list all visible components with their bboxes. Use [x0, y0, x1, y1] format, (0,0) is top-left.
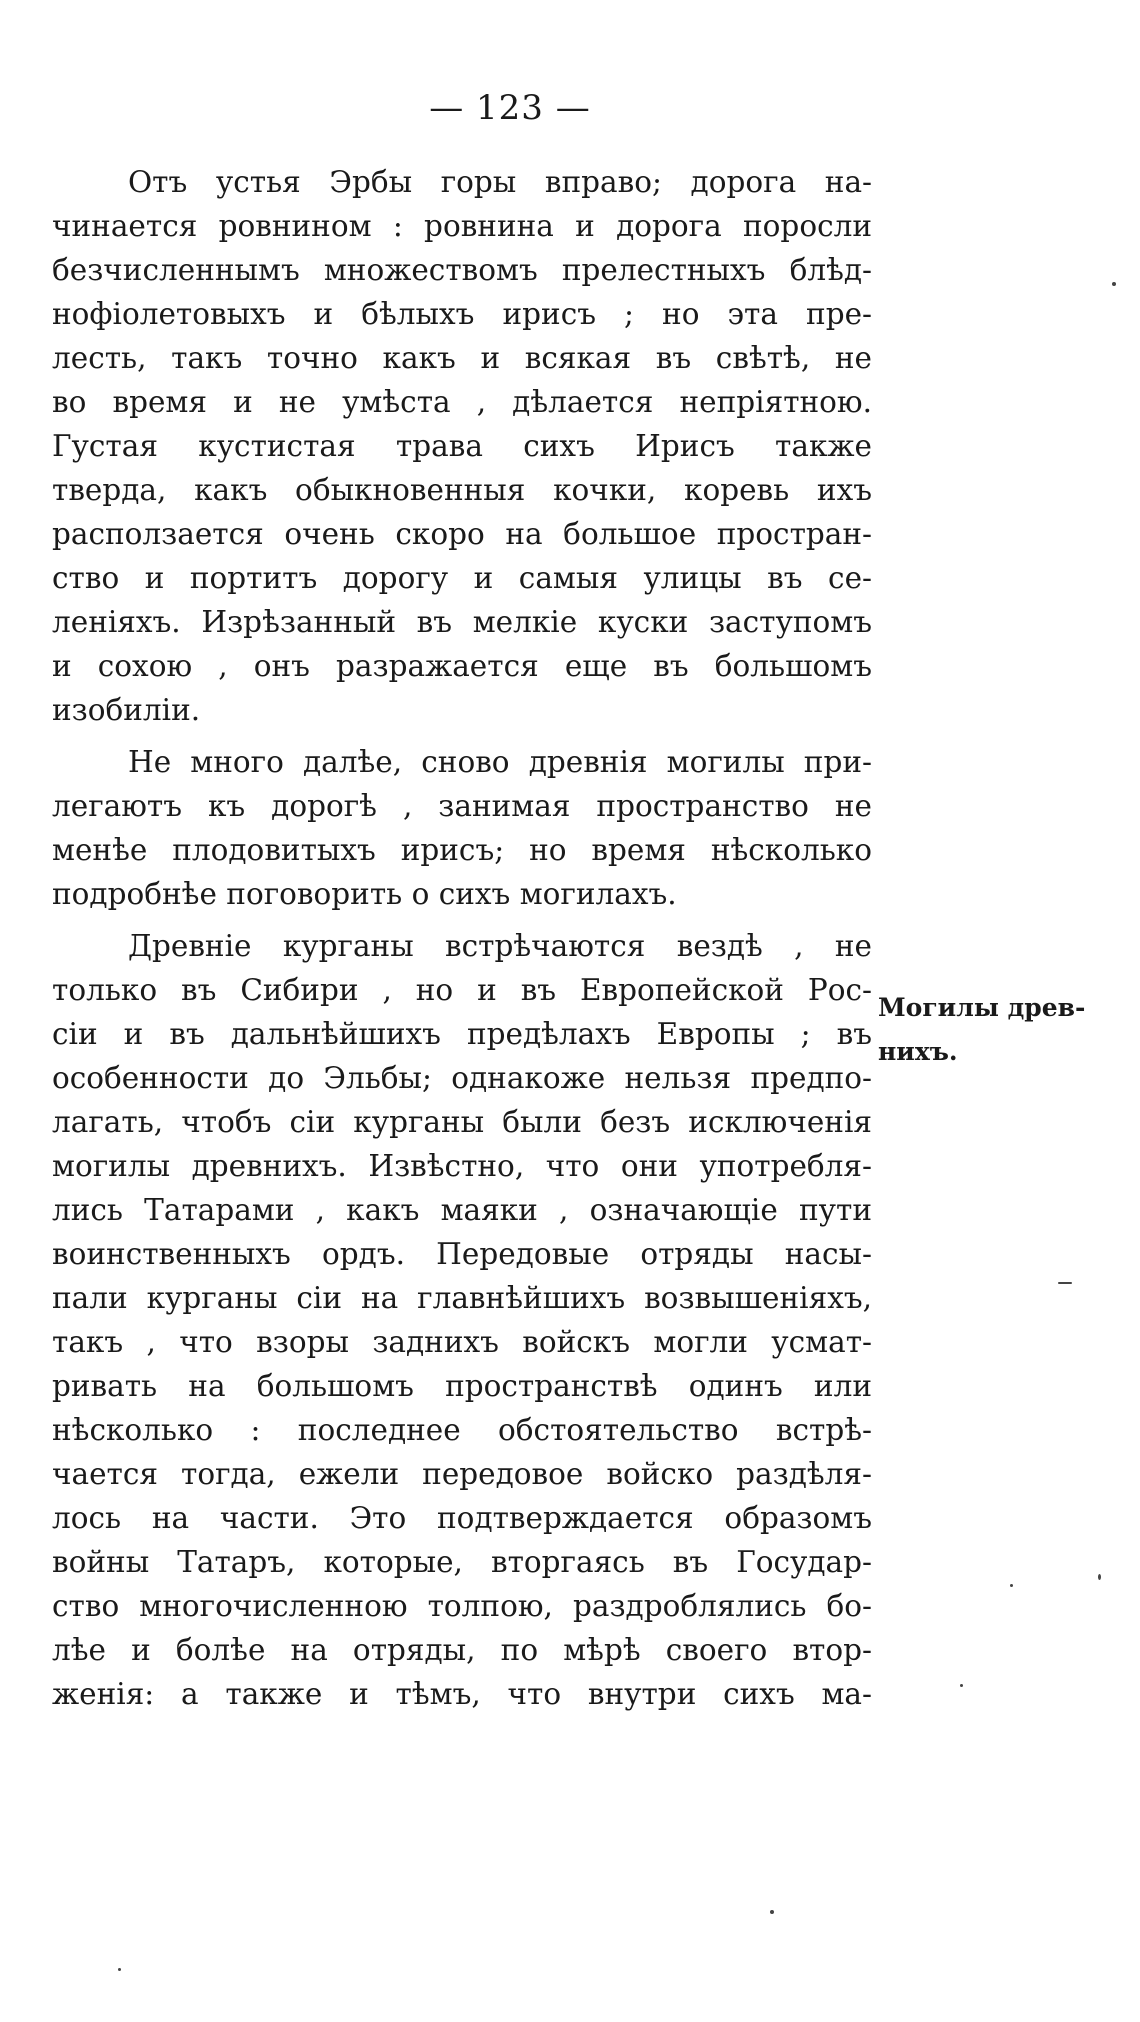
scan-speck [1098, 1574, 1101, 1580]
scan-speck [1010, 1584, 1013, 1587]
text-line: особенности до Эльбы; однакоже нельзя предпо- [52, 1061, 872, 1095]
text-line: лесть, такъ точно какъ и всякая въ свѣтѣ, не [52, 341, 872, 375]
paragraph-3 [52, 924, 872, 1716]
scan-speck [1112, 282, 1116, 286]
scan-speck [1058, 1282, 1072, 1284]
text-line: ство многочисленною толпою, раздроблялись бо- [52, 1589, 872, 1623]
page-number: — 123 — [429, 88, 591, 128]
text-line: изобиліи. [52, 693, 201, 727]
margin-note [878, 986, 1085, 1074]
text-line: воинственныхъ ордъ. Передовые отряды насы- [52, 1237, 872, 1271]
text-line: нофіолетовыхъ и бѣлыхъ ирисъ ; но эта пре- [52, 297, 872, 331]
text-line: могилы древнихъ. Извѣстно, что они употребля- [52, 1149, 872, 1183]
margin-note-line: Могилы древ- [878, 993, 1086, 1022]
paragraph-2 [52, 740, 872, 916]
text-line: сіи и въ дальнѣйшихъ предѣлахъ Европы ; въ [52, 1017, 872, 1051]
text-line: нѣсколько : последнее обстоятельство встрѣ- [52, 1413, 872, 1447]
text-line: тверда, какъ обыкновенныя кочки, коревь ихъ [52, 473, 872, 507]
scan-speck [118, 1968, 121, 1971]
text-line: Не много далѣе, сново древнія могилы при- [128, 745, 872, 779]
text-line: чается тогда, ежели передовое войско раздѣля- [52, 1457, 872, 1491]
text-line: подробнѣе поговорить о сихъ могилахъ. [52, 877, 677, 911]
text-line: войны Татаръ, которые, вторгаясь въ Государ- [52, 1545, 872, 1579]
text-line: Древніе курганы встрѣчаются вездѣ , не [128, 929, 872, 963]
text-line: во время и не умѣста , дѣлается непріятною. [52, 385, 872, 419]
text-line: Отъ устья Эрбы горы вправо; дорога на- [128, 165, 872, 199]
paragraph-1 [52, 160, 872, 732]
text-line: легаютъ къ дорогѣ , занимая пространство не [52, 789, 872, 823]
text-line: лись Татарами , какъ маяки , означающіе пути [52, 1193, 872, 1227]
text-line: ство и портитъ дорогу и самыя улицы въ се- [52, 561, 872, 595]
text-line: менѣе плодовитыхъ ирисъ; но время нѣсколько [52, 833, 872, 867]
text-line: лось на части. Это подтверждается образомъ [52, 1501, 872, 1535]
text-line: женія: а также и тѣмъ, что внутри сихъ ма- [52, 1677, 872, 1711]
text-line: расползается очень скоро на большое простран- [52, 517, 872, 551]
scan-speck [960, 1684, 963, 1687]
text-line: чинается ровнином : ровнина и дорога поросли [52, 209, 872, 243]
scan-speck [770, 1910, 774, 1914]
text-line: лагать, чтобъ сіи курганы были безъ исключенія [52, 1105, 872, 1139]
text-line: такъ , что взоры заднихъ войскъ могли усмат- [52, 1325, 872, 1359]
text-line: ривать на большомъ пространствѣ одинъ или [52, 1369, 872, 1403]
margin-note-line: нихъ. [878, 1037, 958, 1066]
text-line: безчисленнымъ множествомъ прелестныхъ блѣд- [52, 253, 872, 287]
text-line: лѣе и болѣе на отряды, по мѣрѣ своего втор- [52, 1633, 872, 1667]
text-line: только въ Сибири , но и въ Европейской Рос- [52, 973, 872, 1007]
text-line: пали курганы сіи на главнѣйшихъ возвышеніяхъ, [52, 1281, 872, 1315]
text-line: леніяхъ. Изрѣзанный въ мелкіе куски заступомъ [52, 605, 872, 639]
body-text [52, 160, 872, 1716]
text-line: и сохою , онъ разражается еще въ большомъ [52, 649, 872, 683]
text-line: Густая кустистая трава сихъ Ирисъ также [52, 429, 872, 463]
